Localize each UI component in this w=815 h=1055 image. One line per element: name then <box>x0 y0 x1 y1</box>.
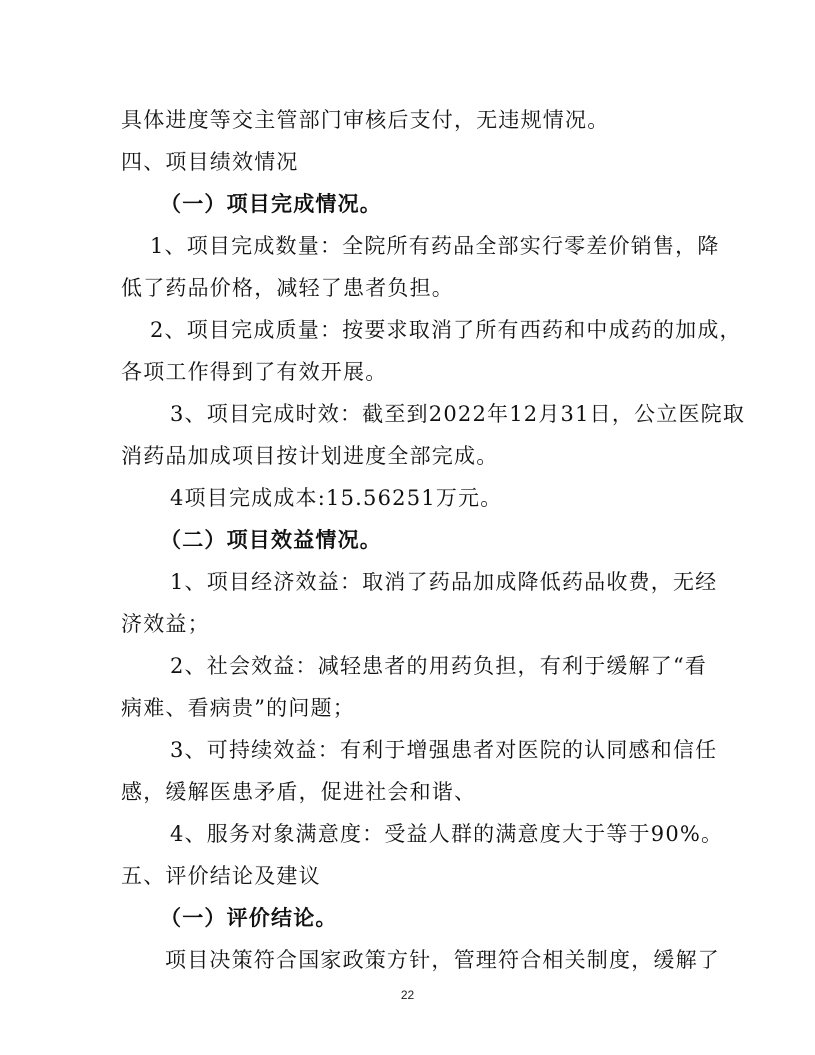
subsection-heading: （一）评价结论。 <box>160 905 338 930</box>
page-number: 22 <box>400 988 415 1002</box>
paragraph-line: 3、可持续效益：有利于增强患者对医院的认同感和信任 <box>170 738 718 762</box>
paragraph-line: 感，缓解医患矛盾，促进社会和谐、 <box>121 780 477 804</box>
section-heading: 五、评价结论及建议 <box>121 864 321 888</box>
paragraph-line: 1、项目经济效益：取消了药品加成降低药品收费，无经 <box>170 570 718 594</box>
paragraph-line: 2、项目完成质量：按要求取消了所有西药和中成药的加成， <box>150 318 742 342</box>
paragraph-line: 低了药品价格，减轻了患者负担。 <box>121 276 454 300</box>
paragraph-line: 具体进度等交主管部门审核后支付，无违规情况。 <box>121 108 610 132</box>
paragraph-line: 各项工作得到了有效开展。 <box>121 360 388 384</box>
paragraph-line: 消药品加成项目按计划进度全部完成。 <box>121 444 499 468</box>
paragraph-line: 2、社会效益：减轻患者的用药负担，有利于缓解了“看 <box>170 654 708 678</box>
paragraph-line: 济效益； <box>121 612 210 636</box>
paragraph-line: 3、项目完成时效：截至到2022年12月31日，公立医院取 <box>170 402 746 426</box>
paragraph-line: 病难、看病贵”的问题； <box>121 696 355 720</box>
section-heading: 四、项目绩效情况 <box>121 150 299 174</box>
paragraph-line: 项目决策符合国家政策方针，管理符合相关制度，缓解了 <box>165 948 720 972</box>
paragraph-line: 4、服务对象满意度：受益人群的满意度大于等于90%。 <box>170 822 724 846</box>
paragraph-line: 4项目完成成本:15.56251万元。 <box>170 486 503 510</box>
subsection-heading: （二）项目效益情况。 <box>160 527 382 552</box>
subsection-heading: （一）项目完成情况。 <box>160 191 382 216</box>
paragraph-line: 1、项目完成数量：全院所有药品全部实行零差价销售，降 <box>150 234 720 258</box>
